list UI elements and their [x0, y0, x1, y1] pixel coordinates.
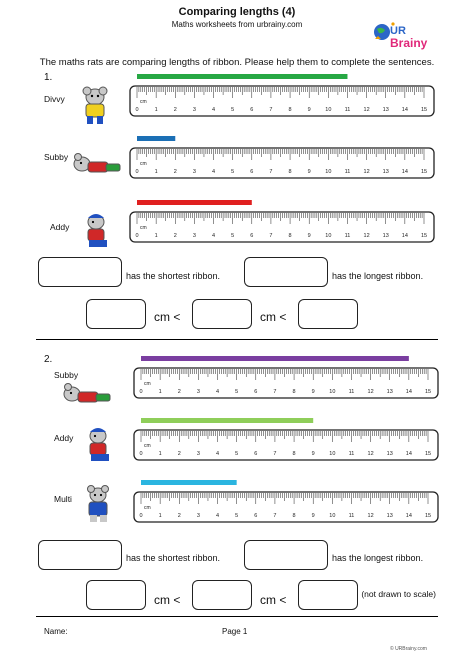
- ruler-tick-label: 9: [307, 169, 311, 175]
- ruler-tick-label: 14: [405, 389, 412, 395]
- ruler-tick-label: 15: [424, 389, 432, 395]
- ruler-tick-label: 12: [367, 513, 374, 519]
- ruler-unit-label: cm: [140, 99, 147, 105]
- ruler-tick-label: 15: [424, 451, 432, 457]
- ruler-tick-label: 4: [216, 451, 220, 457]
- ruler-tick-label: 2: [173, 169, 177, 175]
- ruler-tick-label: 13: [386, 451, 393, 457]
- ruler-tick-label: 15: [420, 169, 428, 175]
- ruler-tick-label: 12: [367, 389, 374, 395]
- ruler-tick-label: 7: [273, 513, 277, 519]
- ruler-tick-label: 10: [325, 169, 332, 175]
- ruler-tick-label: 6: [250, 233, 254, 239]
- ruler-tick-label: 9: [311, 389, 315, 395]
- ruler-tick-label: 3: [196, 389, 200, 395]
- ruler-unit-label: cm: [144, 443, 151, 449]
- longest-answer-box[interactable]: [244, 257, 328, 287]
- ruler-tick-label: 10: [329, 389, 336, 395]
- ruler-tick-label: 3: [192, 169, 196, 175]
- ruler-tick-label: 0: [139, 513, 143, 519]
- ruler-unit-label: cm: [140, 225, 147, 231]
- ruler-tick-label: 13: [382, 107, 389, 113]
- rat-name: Subby: [54, 370, 79, 380]
- ruler-tick-label: 11: [348, 451, 355, 457]
- compare-separator: cm <: [260, 593, 287, 607]
- logo-text-bottom: Brainy: [390, 36, 428, 50]
- ruler-tick-label: 8: [292, 389, 296, 395]
- ruler-tick-label: 9: [311, 513, 315, 519]
- ruler-tick-label: 1: [158, 451, 162, 457]
- rat-name: Addy: [54, 433, 74, 443]
- ruler-tick-label: 11: [344, 107, 351, 113]
- compare-separator: cm <: [154, 593, 181, 607]
- ruler-tick-label: 6: [250, 107, 254, 113]
- ruler-tick-label: 4: [216, 389, 220, 395]
- ruler-tick-label: 5: [231, 107, 235, 113]
- longest-sentence: has the longest ribbon.: [332, 553, 424, 563]
- shortest-sentence: has the shortest ribbon.: [126, 271, 221, 281]
- ruler-tick-label: 11: [344, 233, 351, 239]
- ruler-tick-label: 6: [254, 513, 258, 519]
- ruler-tick-label: 14: [405, 451, 412, 457]
- ruler-tick-label: 12: [363, 233, 370, 239]
- ruler-tick-label: 12: [367, 451, 374, 457]
- question-number: 2.: [44, 354, 53, 365]
- ribbon-bar: [137, 200, 252, 205]
- longest-answer-box[interactable]: [244, 540, 328, 570]
- rat-name: Addy: [50, 222, 70, 232]
- ruler-with-ribbon-addy: [132, 416, 442, 466]
- instructions: The maths rats are comparing lengths of ribbon. Please help them to complete the sentences.: [39, 57, 435, 68]
- ribbon-bar: [141, 356, 409, 361]
- scale-note: (not drawn to scale): [361, 589, 436, 599]
- ruler-tick-label: 10: [325, 107, 332, 113]
- ruler-tick-label: 11: [348, 389, 355, 395]
- ruler-tick-label: 8: [288, 233, 292, 239]
- ribbon-bar: [137, 136, 175, 141]
- ruler-tick-label: 8: [292, 513, 296, 519]
- rat-subby-icon: [70, 148, 124, 190]
- ruler-tick-label: 2: [173, 233, 177, 239]
- ruler-tick-label: 13: [386, 389, 393, 395]
- ruler-tick-label: 6: [250, 169, 254, 175]
- ruler-tick-label: 15: [424, 513, 432, 519]
- ruler-tick-label: 12: [363, 169, 370, 175]
- ruler-tick-label: 10: [325, 233, 332, 239]
- rat-addy-icon: [76, 210, 122, 252]
- ruler-tick-label: 9: [307, 107, 311, 113]
- ruler-tick-label: 5: [235, 513, 239, 519]
- ruler-tick-label: 13: [386, 513, 393, 519]
- ribbon-bar: [141, 418, 313, 423]
- ruler-unit-label: cm: [144, 381, 151, 387]
- ruler-tick-label: 0: [135, 233, 139, 239]
- compare-separator: cm <: [260, 310, 287, 324]
- urbrainy-logo: [370, 18, 440, 52]
- ribbon-bar: [141, 480, 237, 485]
- ruler-tick-label: 0: [139, 451, 143, 457]
- ruler-tick-label: 4: [212, 169, 216, 175]
- longest-sentence: has the longest ribbon.: [332, 271, 424, 281]
- ruler-tick-label: 8: [292, 451, 296, 457]
- ruler-tick-label: 6: [254, 451, 258, 457]
- ruler-tick-label: 4: [216, 513, 220, 519]
- ruler-tick-label: 4: [212, 233, 216, 239]
- page-number: Page 1: [222, 627, 248, 636]
- ruler-tick-label: 6: [254, 389, 258, 395]
- ruler-with-ribbon-subby: [132, 354, 442, 404]
- compare-box-1[interactable]: [86, 299, 146, 329]
- rat-name: Subby: [44, 152, 69, 162]
- ruler-tick-label: 14: [401, 233, 408, 239]
- page-subtitle: Maths worksheets from urbrainy.com: [171, 20, 303, 29]
- ruler-with-ribbon-addy: [128, 198, 438, 248]
- ruler-tick-label: 2: [177, 451, 181, 457]
- shortest-answer-box[interactable]: [38, 257, 122, 287]
- ruler-tick-label: 13: [382, 169, 389, 175]
- ruler-with-ribbon-multi: [132, 478, 442, 528]
- ruler-tick-label: 9: [311, 451, 315, 457]
- ruler-tick-label: 2: [177, 513, 181, 519]
- shortest-answer-box[interactable]: [38, 540, 122, 570]
- footer-divider: [36, 616, 438, 617]
- ruler-tick-label: 7: [273, 451, 277, 457]
- rat-name: Multi: [54, 494, 72, 504]
- ruler-tick-label: 7: [269, 169, 273, 175]
- rat-name: Divvy: [44, 94, 65, 104]
- ruler-tick-label: 1: [158, 513, 162, 519]
- ruler-tick-label: 0: [135, 107, 139, 113]
- ruler-tick-label: 10: [329, 513, 336, 519]
- ruler-with-ribbon-divvy: [128, 72, 438, 122]
- ruler-tick-label: 3: [196, 513, 200, 519]
- ruler-tick-label: 0: [139, 389, 143, 395]
- name-label: Name:: [44, 627, 68, 636]
- ruler-tick-label: 0: [135, 169, 139, 175]
- section-divider: [36, 339, 438, 340]
- logo-text-top: UR: [390, 25, 406, 37]
- ruler-tick-label: 5: [235, 389, 239, 395]
- ruler-tick-label: 1: [154, 169, 158, 175]
- compare-box-3[interactable]: [298, 299, 358, 329]
- ruler-tick-label: 4: [212, 107, 216, 113]
- ruler-tick-label: 2: [173, 107, 177, 113]
- compare-box-2[interactable]: [192, 299, 252, 329]
- ruler-unit-label: cm: [140, 161, 147, 167]
- ruler-tick-label: 1: [158, 389, 162, 395]
- ruler-tick-label: 1: [154, 233, 158, 239]
- ruler-with-ribbon-subby: [128, 134, 438, 184]
- rat-multi-icon: [78, 484, 124, 526]
- ruler-tick-label: 12: [363, 107, 370, 113]
- ruler-tick-label: 7: [269, 233, 273, 239]
- page-title: Comparing lengths (4): [178, 6, 296, 18]
- ruler-tick-label: 5: [231, 169, 235, 175]
- ruler-tick-label: 3: [192, 233, 196, 239]
- ruler-tick-label: 5: [235, 451, 239, 457]
- shortest-sentence: has the shortest ribbon.: [126, 553, 221, 563]
- ruler-tick-label: 11: [348, 513, 355, 519]
- rat-addy-icon: [78, 424, 124, 466]
- question-number: 1.: [44, 72, 53, 83]
- ruler-tick-label: 5: [231, 233, 235, 239]
- ruler-tick-label: 14: [405, 513, 412, 519]
- ruler-tick-label: 7: [269, 107, 273, 113]
- ruler-tick-label: 15: [420, 233, 428, 239]
- ruler-tick-label: 11: [344, 169, 351, 175]
- ruler-tick-label: 14: [401, 169, 408, 175]
- ruler-tick-label: 10: [329, 451, 336, 457]
- ruler-tick-label: 8: [288, 169, 292, 175]
- ruler-tick-label: 2: [177, 389, 181, 395]
- ruler-tick-label: 1: [154, 107, 158, 113]
- ruler-tick-label: 3: [192, 107, 196, 113]
- ruler-tick-label: 13: [382, 233, 389, 239]
- ruler-tick-label: 9: [307, 233, 311, 239]
- ribbon-bar: [137, 74, 347, 79]
- ruler-unit-label: cm: [144, 505, 151, 511]
- rat-divvy-icon: [72, 84, 118, 126]
- compare-separator: cm <: [154, 310, 181, 324]
- ruler-tick-label: 3: [196, 451, 200, 457]
- ruler-tick-label: 14: [401, 107, 408, 113]
- rat-subby-icon: [60, 378, 114, 420]
- ruler-tick-label: 7: [273, 389, 277, 395]
- ruler-tick-label: 8: [288, 107, 292, 113]
- copyright: © URBrainy.com: [390, 646, 427, 652]
- ruler-tick-label: 15: [420, 107, 428, 113]
